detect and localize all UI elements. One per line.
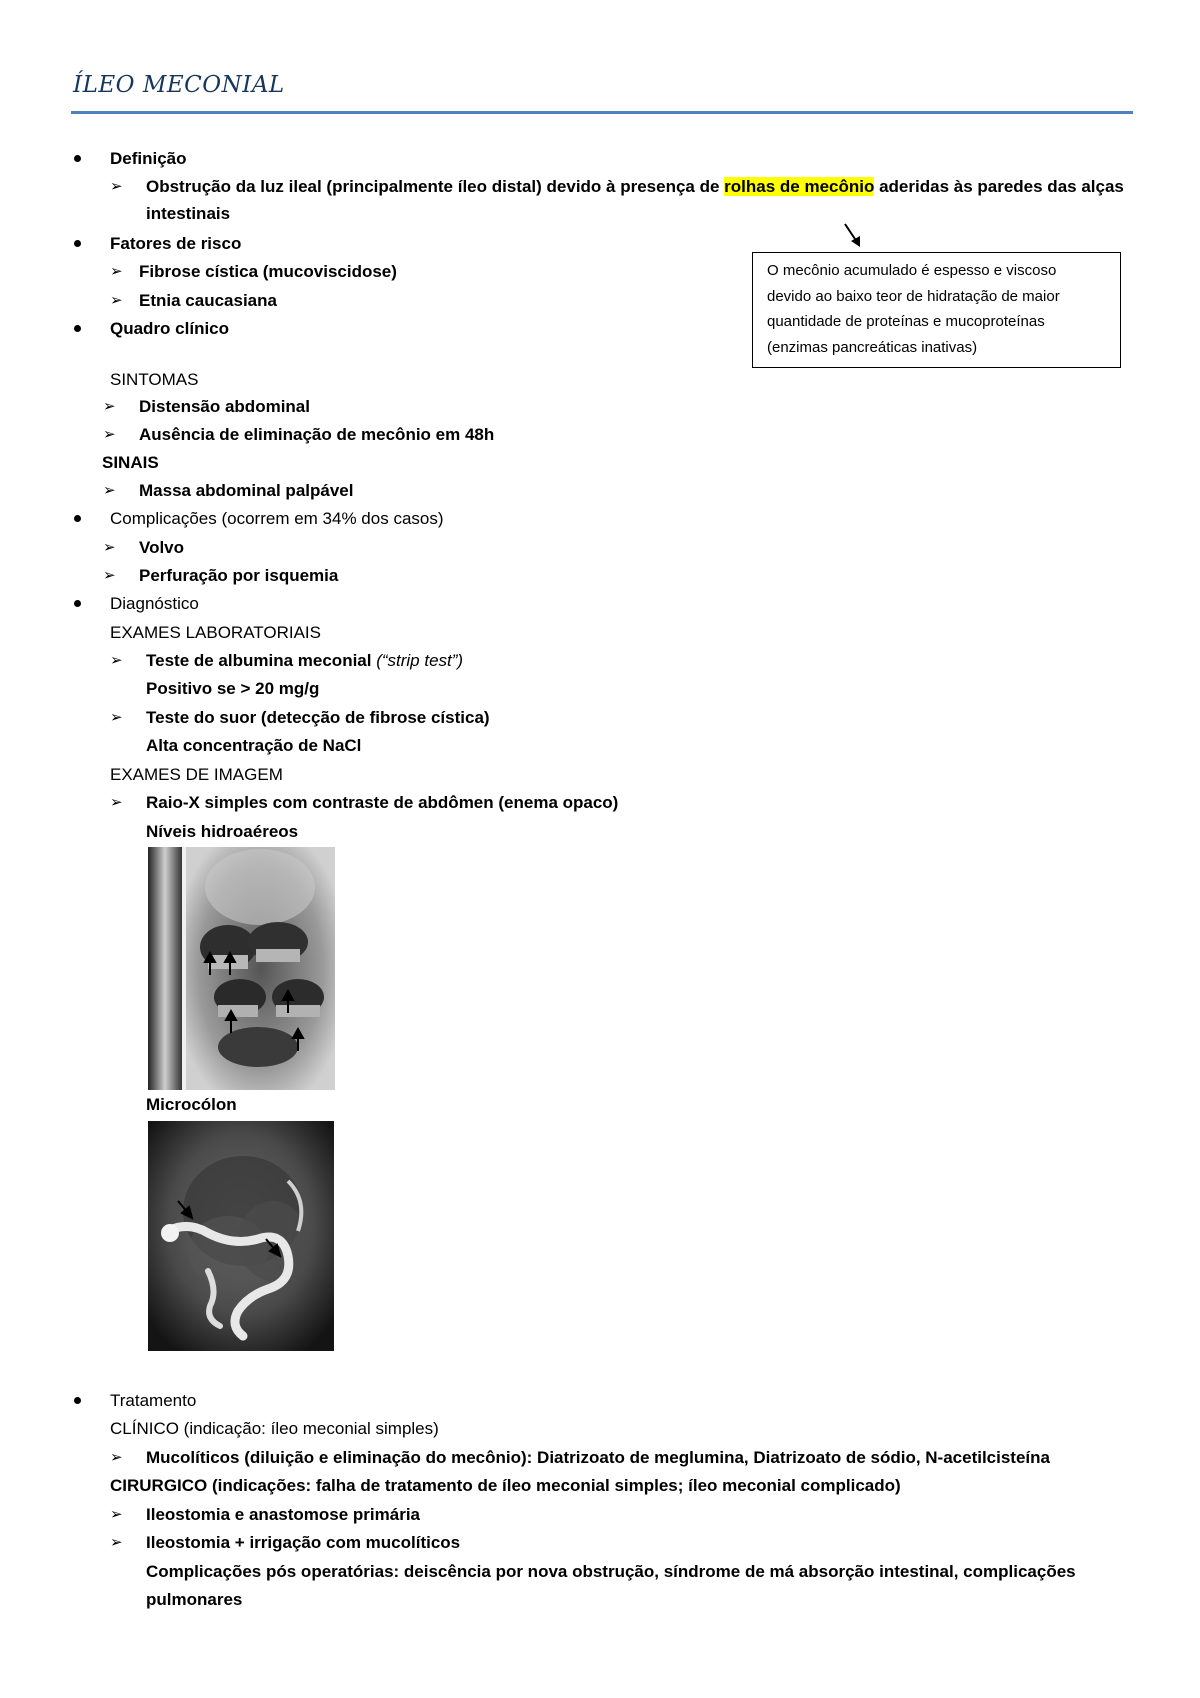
definicao-text: Obstrução da luz ileal (principalmente íleo distal) devido à presença de rolhas de mecônio aderidas às paredes das alças [146,177,1124,196]
section-heading-definicao: Definição [110,149,187,168]
section-heading-tratamento: Tratamento [110,1391,197,1410]
list-item: Massa abdominal palpável [139,481,354,500]
list-item: Ileostomia e anastomose primária [146,1505,420,1524]
image-caption: Microcólon [146,1095,237,1114]
list-item: Volvo [139,538,185,557]
section-heading-fatores: Fatores de risco [110,234,242,253]
arrow-bullet-icon: ➢ [110,1506,123,1523]
lab-exams-label: EXAMES LABORATORIAIS [110,623,321,642]
arrow-bullet-icon: ➢ [110,1534,123,1551]
list-item-sub: Positivo se > 20 mg/g [146,679,320,698]
section-heading-quadro: Quadro clínico [110,319,230,338]
bullet-icon [74,325,81,332]
arrow-bullet-icon: ➢ [110,794,123,811]
arrow-bullet-icon: ➢ [110,709,123,726]
arrow-bullet-icon: ➢ [110,652,123,669]
post-op-text-cont: pulmonares [146,1590,243,1609]
post-op-text: Complicações pós operatórias: deiscência por nova obstrução, síndrome de má absorção intestinal, complicações [146,1562,1076,1581]
section-heading-diagnostico: Diagnóstico [110,594,199,613]
note-box [752,252,1121,368]
list-item: Teste de albumina meconial (“strip test”) [146,651,464,670]
list-item: Ausência de eliminação de mecônio em 48h [139,425,495,444]
section-heading-complicacoes: Complicações (ocorrem em 34% dos casos) [110,509,444,528]
cirurgico-label: CIRURGICO (indicações: falha de tratamento de íleo meconial simples; íleo meconial complicado) [110,1476,901,1495]
highlighted-text: rolhas de mecônio [724,177,875,196]
xray-image-microcolon [148,1121,334,1351]
bullet-icon [74,515,81,522]
note-line: O mecônio acumulado é espesso e viscoso [767,262,1057,279]
list-item: Perfuração por isquemia [139,566,339,585]
clinico-label: CLÍNICO (indicação: íleo meconial simples) [110,1419,439,1438]
arrow-bullet-icon: ➢ [103,426,116,443]
bullet-icon [74,600,81,607]
bullet-icon [74,1397,81,1404]
arrow-bullet-icon: ➢ [103,398,116,415]
list-item: Raio-X simples com contraste de abdômen (enema opaco) [146,793,619,812]
title-underline [71,111,1133,114]
arrow-bullet-icon: ➢ [110,292,123,309]
list-item-sub: Níveis hidroaéreos [146,822,299,841]
list-item: Distensão abdominal [139,397,310,416]
sintomas-label: SINTOMAS [110,370,199,389]
list-item: Teste do suor (detecção de fibrose cística) [146,708,490,727]
definicao-text-cont: intestinais [146,204,231,223]
arrow-bullet-icon: ➢ [103,539,116,556]
list-item: Ileostomia + irrigação com mucolíticos [146,1533,461,1552]
arrow-bullet-icon: ➢ [103,567,116,584]
note-line: (enzimas pancreáticas inativas) [767,338,978,356]
xray-image-air-fluid-levels [148,847,335,1090]
arrow-bullet-icon: ➢ [110,1449,123,1466]
note-line: quantidade de proteínas e mucoproteínas [767,313,1045,330]
note-line: devido ao baixo teor de hidratação de maior [767,287,1060,305]
arrow-bullet-icon: ➢ [110,263,123,280]
list-item: Etnia caucasiana [139,291,277,310]
arrow-bullet-icon: ➢ [110,178,123,195]
page-title: ÍLEO MECONIAL [73,72,285,98]
image-exams-label: EXAMES DE IMAGEM [110,765,283,784]
sinais-label: SINAIS [102,453,159,472]
list-item: Fibrose cística (mucoviscidose) [139,262,397,281]
bullet-icon [74,240,81,247]
bullet-icon [74,155,81,162]
arrow-pointer-icon [842,222,864,253]
list-item-sub: Alta concentração de NaCl [146,736,362,755]
arrow-bullet-icon: ➢ [103,482,116,499]
list-item: Mucolíticos (diluição e eliminação do mecônio): Diatrizoato de meglumina, Diatrizoato de sódio, N-acetilcisteína [146,1448,1050,1467]
